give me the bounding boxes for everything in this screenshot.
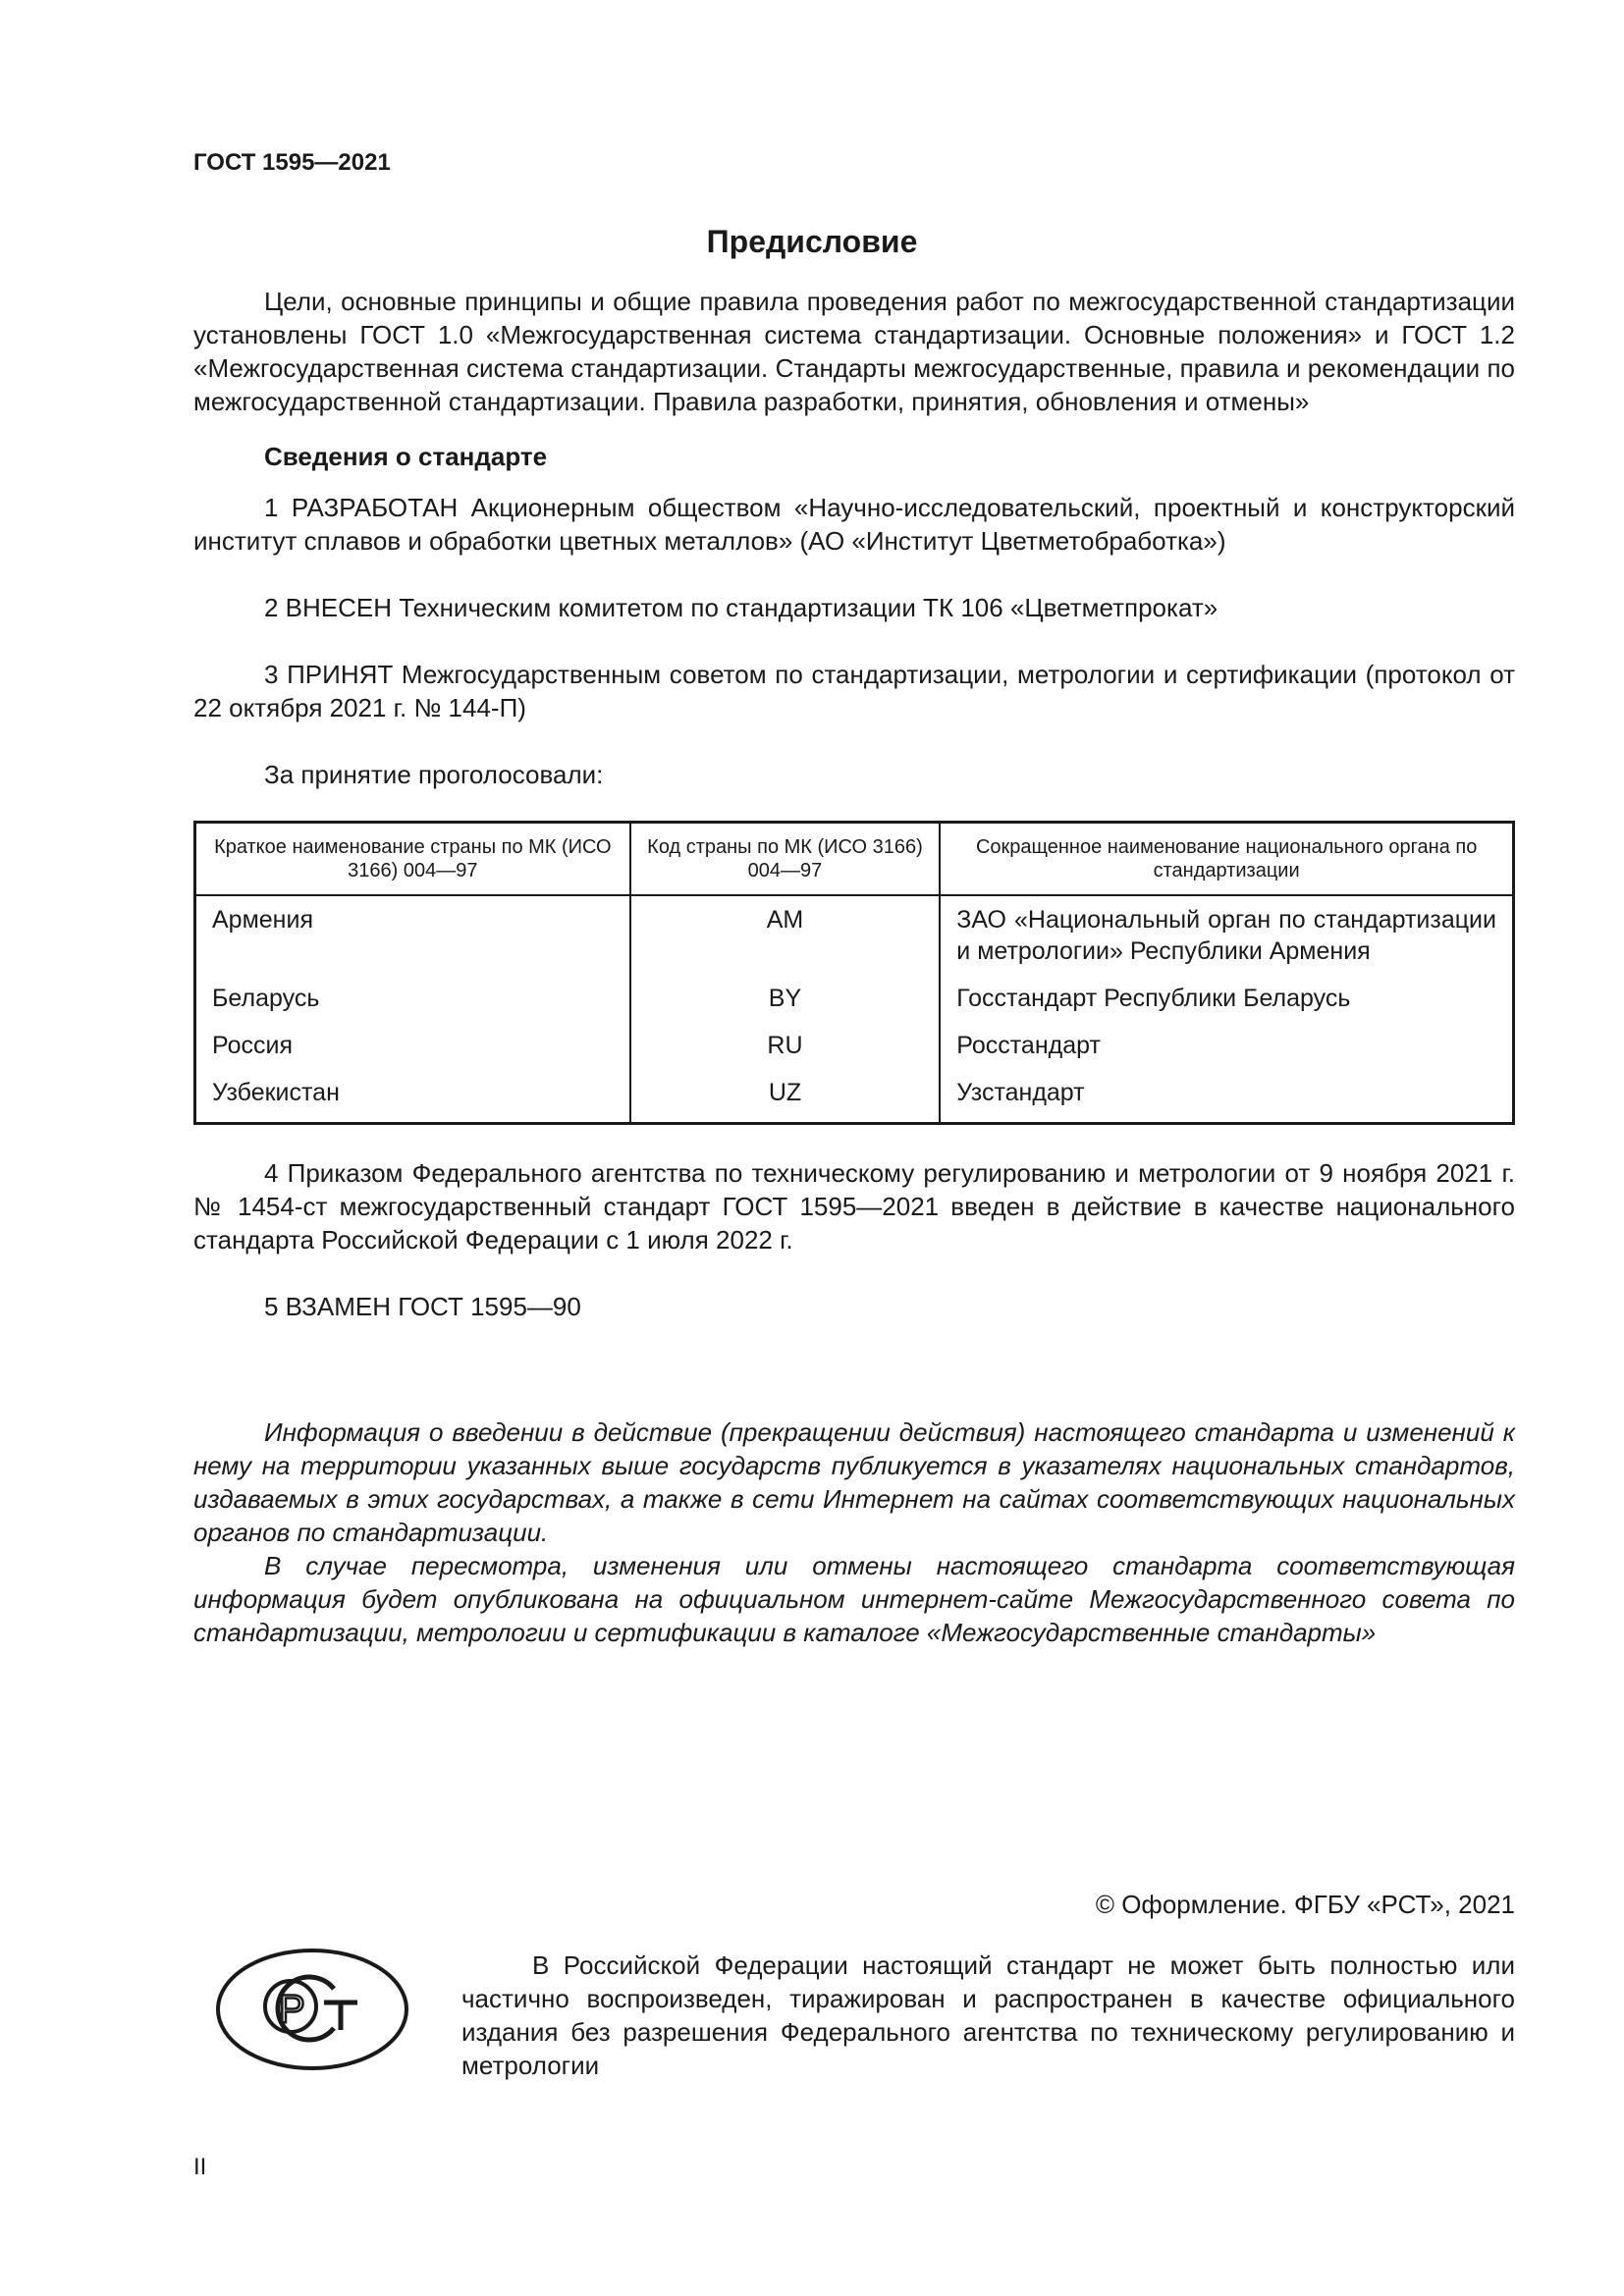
- page-number: II: [193, 2154, 207, 2180]
- cell-org: Узстандарт: [940, 1069, 1513, 1124]
- info-item-5: 5 ВЗАМЕН ГОСТ 1595—90: [264, 1292, 581, 1321]
- document-code-header: ГОСТ 1595—2021: [193, 149, 391, 176]
- cell-country: Беларусь: [212, 985, 320, 1012]
- cell-org: Госстандарт Республики Беларусь: [940, 975, 1513, 1022]
- cell-org: Росстандарт: [940, 1022, 1513, 1069]
- table-row: [195, 1069, 1514, 1124]
- table-row: [195, 975, 1514, 1022]
- cell-code: AM: [630, 895, 941, 975]
- intro-paragraph: Цели, основные принципы и общие правила проведения работ по межгосударственной стандартизации установлены ГОСТ 1.0 «Межгосударственная система стандартизации. Основные положения» и ГОСТ 1.2 «Межгосударственная система стандартизации. Стандарты межгосударственные, правила и рекомендации по межгосударственной стандартизации. Правила разработки, принятия, обновления и отмены»: [193, 287, 1515, 416]
- info-item-1: 1 РАЗРАБОТАН Акционерным обществом «Научно-исследовательский, проектный и конструкторский институт сплавов и обработки цветных металлов» (АО «Институт Цветметобработка»): [193, 493, 1515, 556]
- info-item-4: 4 Приказом Федерального агентства по техническому регулированию и метрологии от 9 ноября 2021 г. № 1454-ст межгосударственный стандарт ГОСТ 1595—2021 введен в действие в качестве национального стандарта Российской Федерации с 1 июля 2022 г.: [193, 1158, 1515, 1255]
- info-item-2: 2 ВНЕСЕН Техническим комитетом по стандартизации ТК 106 «Цветметпрокат»: [264, 593, 1218, 622]
- voting-countries-table: [193, 821, 1515, 1125]
- cell-country: Россия: [212, 1032, 293, 1059]
- info-item-3: 3 ПРИНЯТ Межгосударственным советом по стандартизации, метрологии и сертификации (протокол от 22 октября 2021 г. № 144-П): [193, 660, 1515, 722]
- cell-code: UZ: [630, 1069, 941, 1124]
- column-header-org: Сокращенное наименование национального органа по стандартизации: [940, 823, 1513, 896]
- table-row: [195, 895, 1514, 975]
- cell-country: Армения: [212, 906, 313, 934]
- cell-org: ЗАО «Национальный орган по стандартизации и метрологии» Республики Армения: [940, 895, 1513, 975]
- column-header-country: Краткое наименование страны по МК (ИСО 3166) 004—97: [195, 823, 630, 896]
- cell-code: RU: [630, 1022, 941, 1069]
- table-row: [195, 1022, 1514, 1069]
- rst-logo-icon: [214, 1946, 410, 2078]
- italic-note-2: В случае пересмотра, изменения или отмены настоящего стандарта соответствующая информация будет опубликована на официальном интернет-сайте Межгосударственного совета по стандартизации, метрологии и сертификации в каталоге «Межгосударственные стандарты»: [193, 1551, 1515, 1647]
- voted-label: За принятие проголосовали:: [264, 760, 604, 789]
- cell-code: BY: [630, 975, 941, 1022]
- svg-text:Р: Р: [279, 1988, 305, 2031]
- legal-notice: [461, 1949, 1515, 2082]
- italic-note-1: Информация о введении в действие (прекращении действия) настоящего стандарта и изменений к нему на территории указанных выше государств публикуется в указателях национальных стандартов, издаваемых в этих государствах, а также в сети Интернет на сайтах соответствующих национальных органов по стандартизации.: [193, 1417, 1515, 1547]
- cell-country: Узбекистан: [212, 1079, 340, 1106]
- legal-notice-text: В Российской Федерации настоящий стандарт не может быть полностью или частично воспроизведен, тиражирован и распространен в качестве официального издания без разрешения Федерального агентства по техническому регулированию и метрологии: [461, 1950, 1515, 2080]
- column-header-code: Код страны по МК (ИСО 3166) 004—97: [630, 823, 941, 896]
- preface-content: [193, 285, 1515, 1649]
- table-header-row: [195, 823, 1514, 896]
- copyright-line: © Оформление. ФГБУ «РСТ», 2021: [1095, 1890, 1515, 1919]
- standard-info-heading: Сведения о стандарте: [264, 442, 548, 471]
- page-title: Предисловие: [706, 224, 918, 259]
